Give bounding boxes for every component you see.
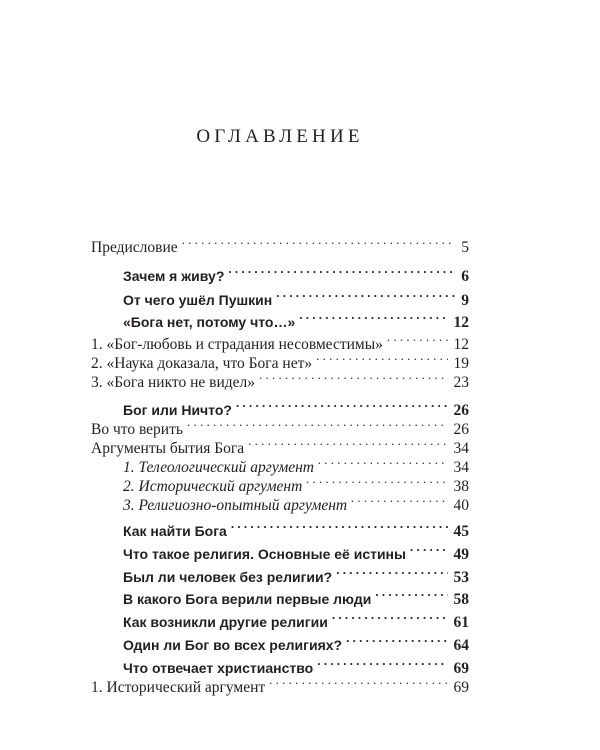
- toc-entry-label: «Бога нет, потому что…»: [123, 314, 296, 330]
- toc-entry[interactable]: [91, 367, 469, 391]
- dot-leader: [346, 630, 447, 650]
- dot-leader: [231, 516, 448, 536]
- toc-entry-page: 6: [461, 268, 469, 285]
- toc-entry-page: 53: [453, 569, 469, 586]
- dot-leader: [269, 672, 447, 692]
- dot-leader: [299, 307, 447, 327]
- dot-leader: [351, 490, 447, 510]
- toc-entry[interactable]: [123, 452, 469, 476]
- toc-entry-page: 26: [453, 402, 469, 419]
- dot-leader: [259, 367, 447, 387]
- toc-entry[interactable]: [123, 539, 469, 563]
- toc-entry[interactable]: [123, 516, 469, 540]
- dot-leader: [318, 452, 447, 472]
- toc-entry-page: 12: [453, 336, 469, 353]
- toc-entry-page: 40: [453, 497, 469, 514]
- toc-entry[interactable]: [123, 261, 469, 285]
- dot-leader: [306, 471, 447, 491]
- toc-entry-page: 19: [453, 355, 469, 372]
- toc-entry-page: 12: [453, 314, 469, 331]
- toc-entry-page: 58: [453, 591, 469, 608]
- toc-entry-page: 69: [453, 660, 469, 677]
- toc-entry-page: 49: [453, 546, 469, 563]
- toc-entry[interactable]: [123, 471, 469, 495]
- page-title: ОГЛАВЛЕНИЕ: [196, 126, 364, 147]
- toc-entry-page: 23: [453, 374, 469, 391]
- toc-entry-label: Во что верить: [91, 421, 183, 438]
- toc-entry-page: 26: [453, 421, 469, 438]
- toc-entry-label: Предисловие: [91, 239, 178, 256]
- dot-leader: [182, 232, 456, 252]
- dot-leader: [410, 539, 448, 559]
- toc-entry[interactable]: [123, 607, 469, 631]
- toc-entry-page: 69: [453, 679, 469, 696]
- toc-entry[interactable]: [91, 232, 469, 256]
- toc-entry-label: Зачем я живу?: [123, 268, 225, 284]
- toc-entry-label: Был ли человек без религии?: [123, 569, 333, 585]
- toc-entry-page: 34: [453, 459, 469, 476]
- toc-entry-label: 3. «Бога никто не видел»: [91, 374, 256, 391]
- toc-entry-label: 3. Религиозно-опытный аргумент: [123, 497, 348, 514]
- toc-entry[interactable]: [91, 433, 469, 457]
- toc-entry[interactable]: [123, 653, 469, 677]
- toc-entry[interactable]: [91, 348, 469, 372]
- dot-leader: [336, 562, 447, 582]
- dot-leader: [316, 348, 447, 368]
- toc-entry[interactable]: [123, 630, 469, 654]
- toc-entry[interactable]: [123, 395, 469, 419]
- toc-entry-page: 38: [453, 478, 469, 495]
- toc-entry-label: 2. Исторический аргумент: [123, 478, 303, 495]
- toc-entry[interactable]: [91, 672, 469, 696]
- toc-entry-label: Что такое религия. Основные её истины: [123, 546, 406, 562]
- toc-entry-page: 45: [453, 523, 469, 540]
- toc-entry-label: Бог или Ничто?: [123, 402, 232, 418]
- toc-entry[interactable]: [123, 584, 469, 608]
- toc-entry-page: 5: [461, 239, 469, 256]
- dot-leader: [187, 414, 448, 434]
- toc-entry-label: 2. «Наука доказала, что Бога нет»: [91, 355, 313, 372]
- toc-entry[interactable]: [91, 329, 469, 353]
- toc-entry-label: В какого Бога верили первые люди: [123, 591, 372, 607]
- toc-entry[interactable]: [123, 562, 469, 586]
- toc-entry-page: 9: [461, 292, 469, 309]
- toc-entry[interactable]: [123, 490, 469, 514]
- toc-entry-label: Как возникли другие религии: [123, 614, 328, 630]
- dot-leader: [228, 261, 455, 281]
- toc-entry-page: 34: [453, 440, 469, 457]
- toc-entry-label: 1. Исторический аргумент: [91, 679, 266, 696]
- toc-entry-label: Что отвечает христианство: [123, 660, 314, 676]
- dot-leader: [332, 607, 448, 627]
- dot-leader: [236, 395, 448, 415]
- toc-entry-label: От чего ушёл Пушкин: [123, 292, 273, 308]
- toc-entry-label: Аргументы бытия Бога: [91, 440, 245, 457]
- toc-entry-page: 61: [453, 614, 469, 631]
- dot-leader: [248, 433, 447, 453]
- toc-entry[interactable]: [91, 414, 469, 438]
- toc-entry[interactable]: [123, 307, 469, 331]
- toc-entry-page: 64: [453, 637, 469, 654]
- dot-leader: [375, 584, 447, 604]
- dot-leader: [276, 285, 455, 305]
- dot-leader: [317, 653, 447, 673]
- toc-entry-label: 1. Телеологический аргумент: [123, 459, 315, 476]
- toc-entry-label: Один ли Бог во всех религиях?: [123, 637, 343, 653]
- toc-entry[interactable]: [123, 285, 469, 309]
- toc-entry-label: 1. «Бог-любовь и страдания несовместимы»: [91, 336, 383, 353]
- dot-leader: [387, 329, 448, 349]
- toc-entry-label: Как найти Бога: [123, 523, 227, 539]
